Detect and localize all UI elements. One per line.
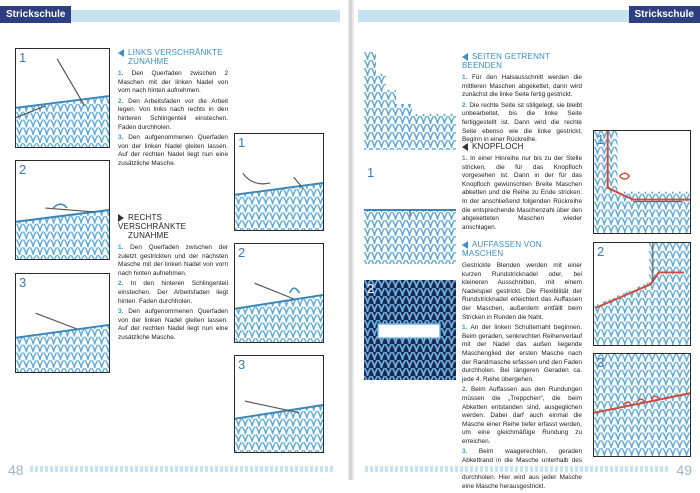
figure-number: 1 [19,50,27,65]
step-number: 1. [118,244,124,251]
section-title [118,48,228,66]
step-text: In den hinteren Schlingenteil einstechen. Der Arbeitsfaden liegt hinten. Faden durchholen. [118,280,229,305]
figure-number: 3 [597,355,605,370]
step [118,280,228,306]
step-text: Für den Halsausschnitt werden die mittleren Maschen abgekettet, dann wird zunächst die linke Seite fertig gestrickt. [462,74,582,99]
page-number-right: 49 [676,462,692,478]
step-text: Beim Auffassen aus den Rundungen müssen die „Treppchen“, die beim Abketten entstanden sind, ausgeglichen werden. Dabei darf auch einmal die Masche einer Reihe tiefer erfasst werden, um eine gleichmäßige Rundung zu erreichen. [462,386,582,445]
section-title [462,240,582,258]
section-title [462,52,582,70]
figure-rechts-3 [234,355,324,453]
step-number: 2. [118,280,124,288]
step [118,308,228,342]
title-line2: ZUNAHME [128,57,169,66]
figure-number: 1 [238,135,246,150]
step-number: 1. [462,74,468,81]
step-number: 1. [462,324,468,332]
step [118,70,228,96]
step-number: 2. [118,97,124,105]
step [462,324,582,384]
section-title [118,213,228,240]
section-knopfloch [462,142,582,234]
title-text: KNOPFLOCH [472,142,524,151]
step-number: 2. [462,101,468,109]
arrow-left-icon [462,143,468,151]
figure-seiten-neckline [364,52,456,150]
step-number: 2. [462,386,468,394]
figure-rechts-1 [234,133,324,231]
step-text: Den aufgenommenen Querfaden von der linken Nadel gleiten lassen. Auf der rechten Nadel liegt nun eine zusätzliche Masche. [118,308,228,341]
figure-number: 3 [238,357,246,372]
section-title [462,142,582,151]
title-text: SEITEN GETRENNT BEENDEN [462,52,550,70]
figure-knopfloch-2 [364,280,456,380]
step-number: 3. [118,134,124,142]
arrow-left-icon [118,49,124,57]
step [118,98,228,132]
step-text: Den Querfaden zwischen 2 Maschen mit der linken Nadel von vorn nach hinten aufnehmen. [118,70,229,95]
section-rechts-verschraenkte-zunahme [118,213,228,345]
step [118,244,228,278]
figure-links-2 [15,160,110,260]
figure-knopfloch-1 [364,164,456,264]
step-text: An der linken Schulternaht beginnen. Beim geraden, senkrechten Reihenverlauf mit der Nadel das außen liegende Maschenglied der ersten Masche nach der Randmasche erfassen und den Faden durchholen. Bei längeren Geraden ca. jede 4. Reihe übergehen. [462,324,582,383]
section-auffassen-von-maschen [462,240,582,493]
arrow-left-icon [462,53,468,61]
knopfloch-text: 1. In einer Hinreihe nur bis zu der Stelle stricken, die für das Knopfloch vorgesehen ist. Dann in der für das Knopfloch gewünschten Breite Maschen abketten und die Reihe zu Ende stricken. In der anschließend folgenden Rückreihe die entsprechende Maschenzahl über den abgeketteten Maschen wieder anschlagen. [462,155,582,231]
step-text: Den aufgenommenen Querfaden von der linken Nadel gleiten lassen. Auf der rechten Nadel liegt nun eine zusätzliche Masche. [118,134,228,167]
arrow-right-icon [118,214,124,222]
step-number: 1. [118,70,124,77]
figure-number: 1 [597,132,605,147]
figure-links-3 [15,273,110,373]
figure-number: 2 [367,281,375,296]
step [462,102,582,145]
title-line2: ZUNAHME [128,231,169,240]
title-line1: LINKS VERSCHRÄNKTE [128,48,223,57]
step [118,134,228,168]
figure-rechts-2 [234,243,324,343]
header-tab-right: Strickschule [629,6,700,23]
paragraph-text: In einer Hinreihe nur bis zu der Stelle stricken, die für das Knopfloch vorgesehen ist. Dann in der für das Knopfloch gewünschten Breite Maschen abketten und die Reihe zu Ende stricken. In der anschließend folgenden Rückreihe die entsprechende Maschenzahl über den abgeketteten Maschen wieder anschlagen. [462,155,582,231]
step-number: 3. [118,308,124,316]
figure-auffassen-2 [593,242,691,346]
step-text: Den Arbeitsfaden vor die Arbeit legen. Von links nach rechts in den hinteren Schlingenteil einstechen. Faden durchholen. [118,97,228,131]
figure-number: 3 [19,275,27,290]
step-text: Die rechte Seite ist stillgelegt, sie bleibt unbearbeitet, bis die linke Seite fertiggestellt ist. Dann wird die rechte Seite ebenso wie die linke gestrickt, Beginn in einer Rückreihe. [462,101,583,144]
step [462,386,582,446]
book-gutter [348,0,354,480]
footer-stripe-right [365,466,670,472]
figure-number: 2 [19,162,27,177]
figure-number: 2 [597,244,605,259]
title-text: AUFFASSEN VON MASCHEN [462,240,542,258]
step-number: 3. [462,448,468,456]
step-text: Den Querfaden zwischen der zuletzt gestrickten und der nächsten Masche mit der linken Nadel von vorn nach hinten aufnehmen. [118,244,228,277]
figure-auffassen-1 [593,130,691,234]
figure-auffassen-3 [593,353,691,457]
figure-links-1 [15,48,110,148]
figure-number: 1 [367,165,375,180]
footer-stripe-left [30,466,335,472]
figure-number: 2 [238,245,246,260]
step [462,74,582,100]
arrow-left-icon [462,241,468,249]
section-seiten-getrennt-beenden [462,52,582,147]
section-links-verschraenkte-zunahme [118,48,228,171]
intro-text: Gestrickte Blenden werden mit einer kurzen Rundstricknadel oder, bei kleineren Ausschnitten, mit einem Nadelspiel gestrickt. Die Flexibilität der Rundstricknadel erleichtert das Auffassen der Maschen, außerdem entfällt beim Stricken in Runden die Naht. [462,262,582,321]
title-line1: RECHTS VERSCHRÄNKTE [118,213,187,231]
header-tab-left: Strickschule [0,6,71,23]
step-text: Beim waagerechten, geraden Abkettrand in die Masche unterhalb des durchholen. Hier wird aus jeder Masche eine Masche herausgestrickt. [462,448,582,490]
page-number-left: 48 [8,462,24,478]
